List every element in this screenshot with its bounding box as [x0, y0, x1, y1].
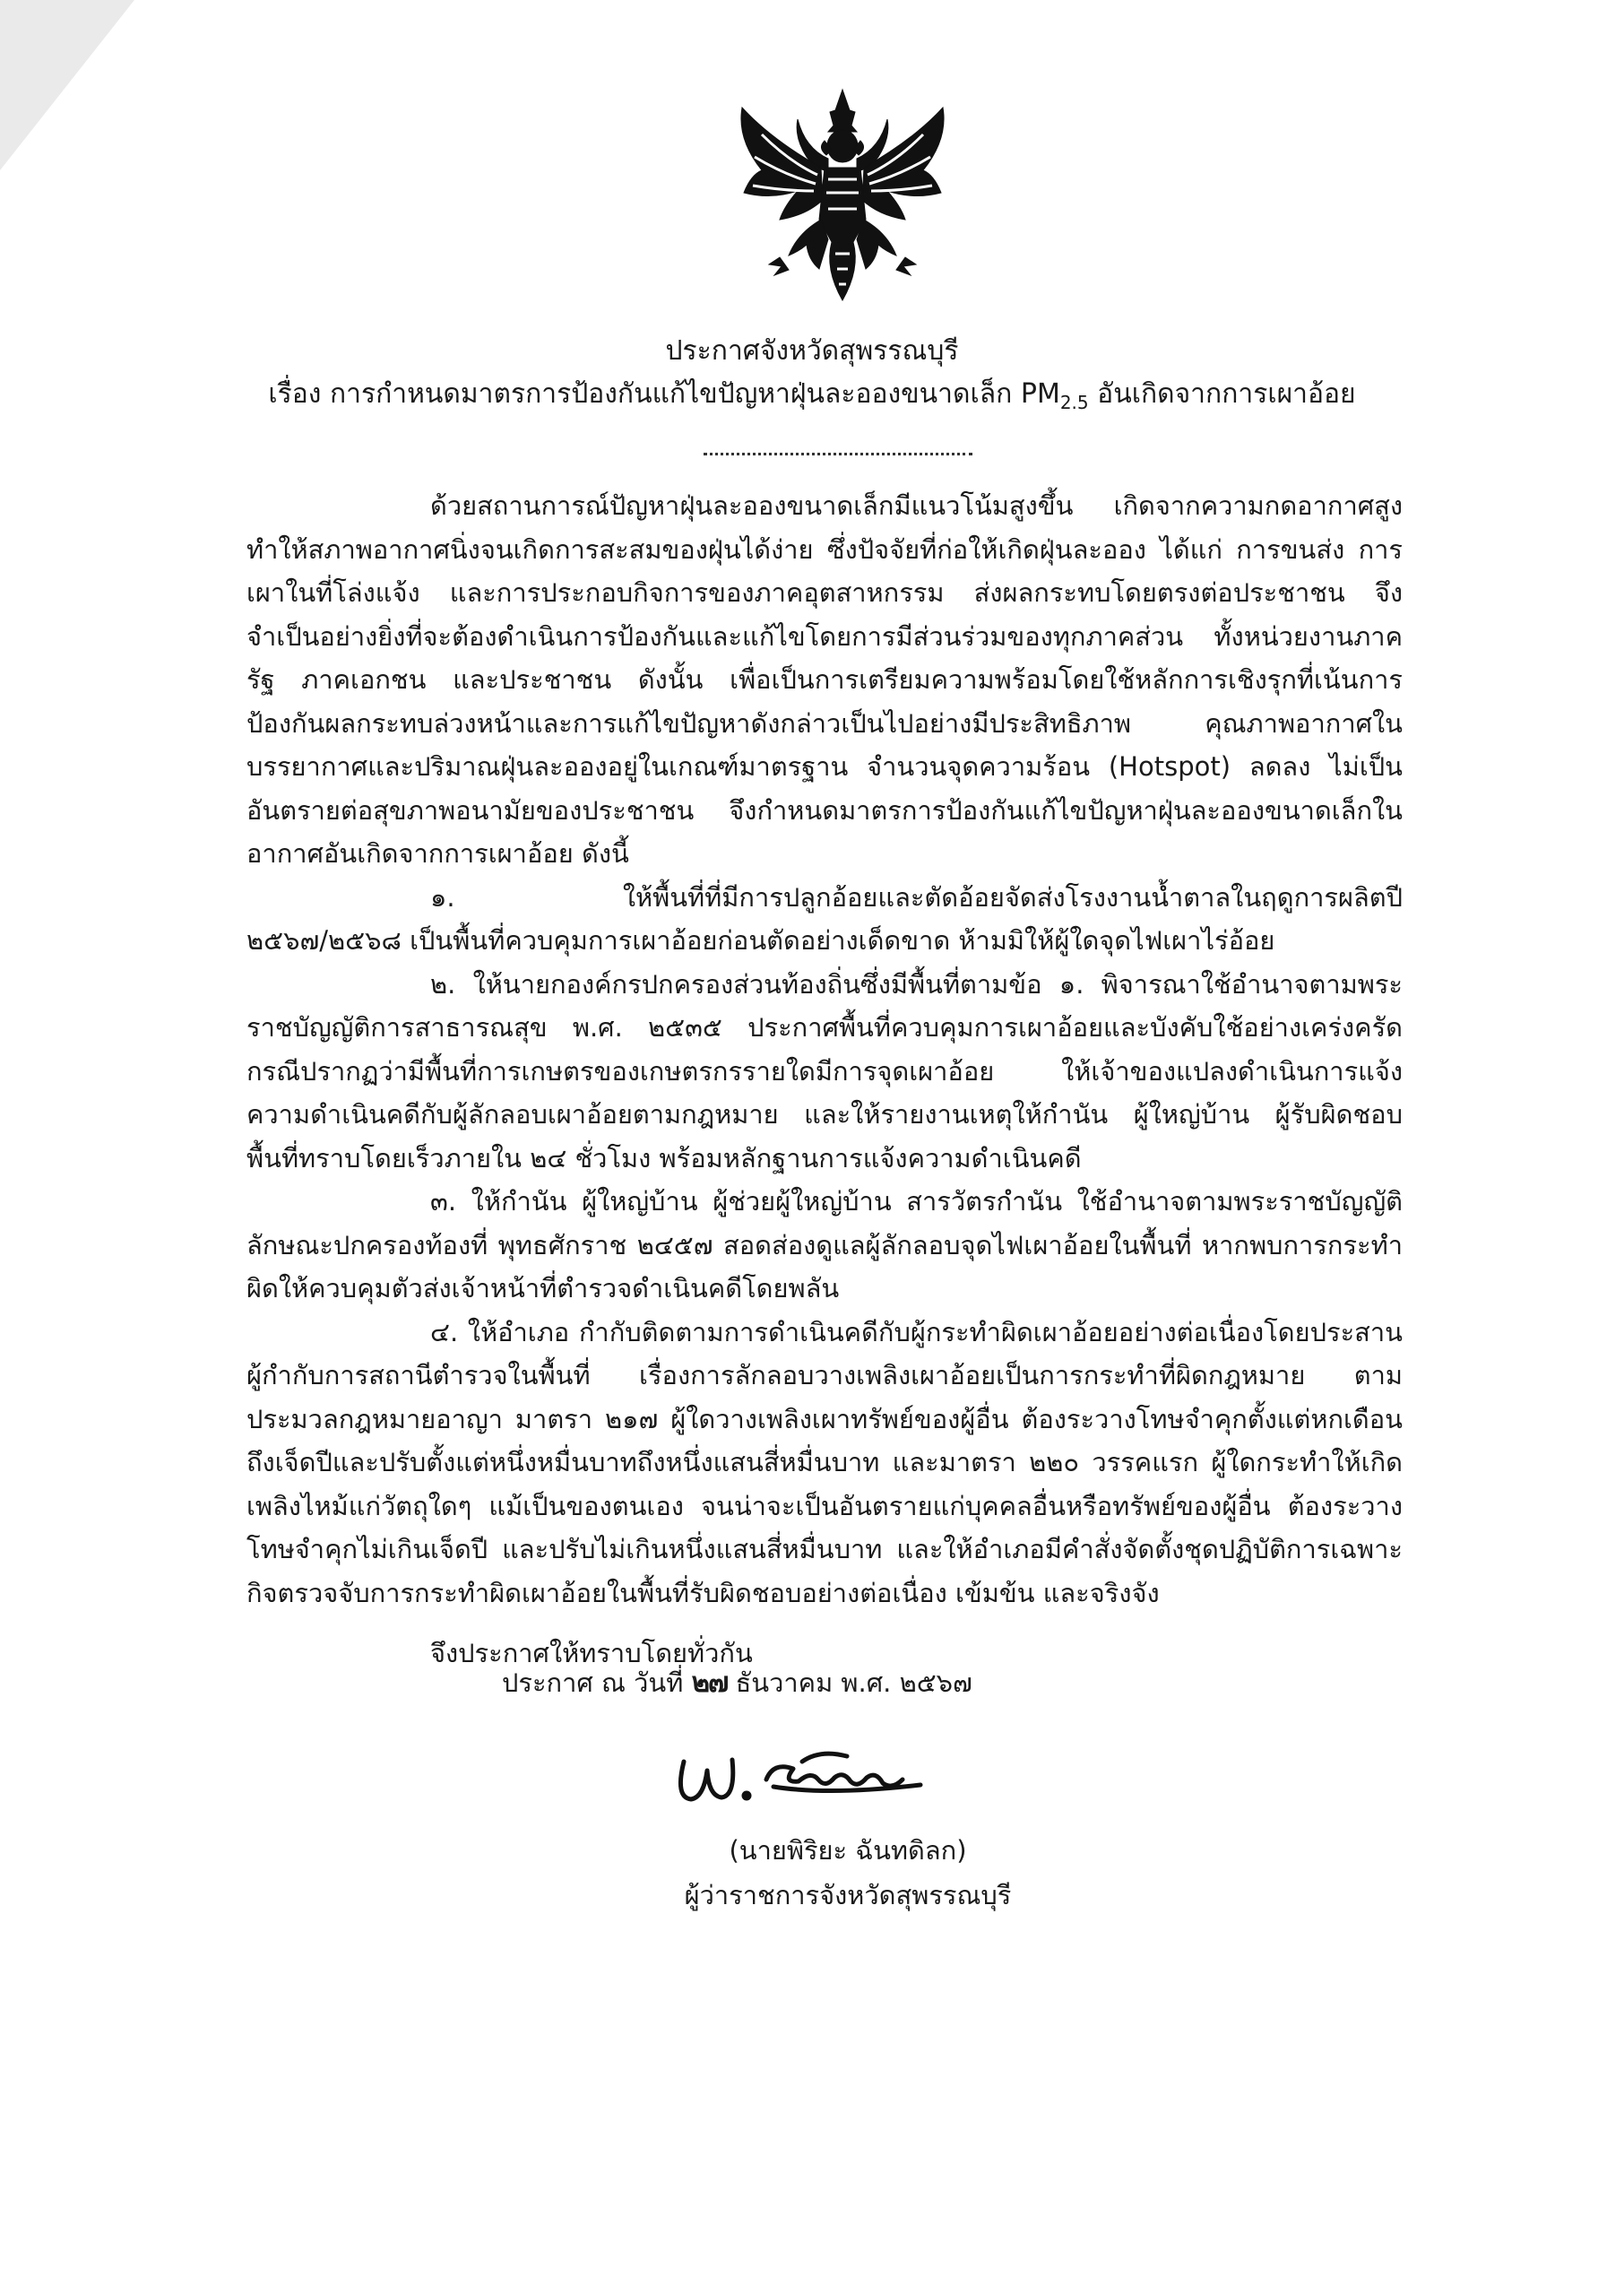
document-title: ประกาศจังหวัดสุพรรณบุรี	[665, 335, 959, 367]
subject-suffix: อันเกิดจากการเผาอ้อย	[1088, 378, 1356, 410]
intro-paragraph: ด้วยสถานการณ์ปัญหาฝุ่นละอองขนาดเล็กมีแนวโน้มสูงขึ้น เกิดจากความกดอากาศสูง ทำให้สภาพอากาศนิ่งจนเกิดการสะสมของฝุ่นได้ง่าย ซึ่งปัจจัยที่ก่อให้เกิดฝุ่นละออง ได้แก่ การขนส่ง การเผาในที่โล่งแจ้ง และการประกอบกิจการของภาคอุตสาหกรรม ส่งผลกระทบโดยตรงต่อประชาชน จึงจำเป็นอย่างยิ่งที่จะต้องดำเนินการป้องกันและแก้ไขโดยการมีส่วนร่วมของทุกภาคส่วน ทั้งหน่วยงานภาครัฐ ภาคเอกชน และประชาชน ดังนั้น เพื่อเป็นการเตรียมความพร้อมโดยใช้หลักการเชิงรุกที่เน้นการป้องกันผลกระทบล่วงหน้าและการแก้ไขปัญหาดังกล่าวเป็นไปอย่างมีประสิทธิภาพ คุณภาพอากาศในบรรยากาศและปริมาณฝุ่นละอองอยู่ในเกณฑ์มาตรฐาน จำนวนจุดความร้อน (Hotspot) ลดลง ไม่เป็นอันตรายต่อสุขภาพอนามัยของประชาชน จึงกำหนดมาตรการป้องกันแก้ไขปัญหาฝุ่นละอองขนาดเล็กในอากาศอันเกิดจากการเผาอ้อย ดังนี้	[246, 490, 1403, 869]
measure-item-4: ๔. ให้อำเภอ กำกับติดตามการดำเนินคดีกับผู้กระทำผิดเผาอ้อยอย่างต่อเนื่องโดยประสานผู้กำกับการสถานีตำรวจในพื้นที่ เรื่องการลักลอบวางเพลิงเผาอ้อยเป็นการกระทำที่ผิดกฎหมาย ตามประมวลกฎหมายอาญา มาตรา ๒๑๗ ผู้ใดวางเพลิงเผาทรัพย์ของผู้อื่น ต้องระวางโทษจำคุกตั้งแต่หกเดือนถึงเจ็ดปีและปรับตั้งแต่หนึ่งหมื่นบาทถึงหนึ่งแสนสี่หมื่นบาท และมาตรา ๒๒๐ วรรคแรก ผู้ใดกระทำให้เกิดเพลิงไหม้แก่วัตถุใดๆ แม้เป็นของตนเอง จนน่าจะเป็นอันตรายแก่บุคคลอื่นหรือทรัพย์ของผู้อื่น ต้องระวางโทษจำคุกไม่เกินเจ็ดปี และปรับไม่เกินหนึ่งแสนสี่หมื่นบาท และให้อำเภอมีคำสั่งจัดตั้งชุดปฏิบัติการเฉพาะกิจตรวจจับการกระทำผิดเผาอ้อยในพื้นที่รับผิดชอบอย่างต่อเนื่อง เข้มข้น และจริงจัง	[246, 1316, 1403, 1608]
date-prefix: ประกาศ ณ วันที่	[502, 1667, 684, 1698]
document-subject	[215, 375, 1409, 422]
date-day: ๒๗	[691, 1667, 728, 1699]
title-separator	[704, 453, 972, 455]
closing-statement: จึงประกาศให้ทราบโดยทั่วกัน	[430, 1638, 753, 1668]
document-body	[246, 484, 1403, 1615]
handwritten-signature	[668, 1744, 937, 1820]
announcement-date	[502, 1663, 972, 1702]
scan-shadow	[0, 0, 134, 170]
date-suffix: ธันวาคม พ.ศ. ๒๕๖๗	[735, 1667, 972, 1698]
garuda-emblem-icon	[735, 85, 950, 305]
subject-subscript: 2.5	[1059, 392, 1089, 413]
measure-item-3: ๓. ให้กำนัน ผู้ใหญ่บ้าน ผู้ช่วยผู้ใหญ่บ้าน สารวัตรกำนัน ใช้อำนาจตามพระราชบัญญัติลักษณะปกครองท้องที่ พุทธศักราช ๒๔๕๗ สอดส่องดูแลผู้ลักลอบจุดไฟเผาอ้อยในพื้นที่ หากพบการกระทำผิดให้ควบคุมตัวส่งเจ้าหน้าที่ตำรวจดำเนินคดีโดยพลัน	[246, 1186, 1403, 1303]
measure-item-1: ๑. ให้พื้นที่ที่มีการปลูกอ้อยและตัดอ้อยจัดส่งโรงงานน้ำตาลในฤดูการผลิตปี ๒๕๖๗/๒๕๖๘ เป็นพื้นที่ควบคุมการเผาอ้อยก่อนตัดอย่างเด็ดขาด ห้ามมิให้ผู้ใดจุดไฟเผาไร่อ้อย	[246, 881, 1403, 956]
signer-name: (นายพิริยะ ฉันทดิลก)	[729, 1835, 967, 1866]
subject-prefix: เรื่อง การกำหนดมาตรการป้องกันแก้ไขปัญหาฝุ่นละอองขนาดเล็ก PM	[268, 378, 1060, 410]
signer-position: ผู้ว่าราชการจังหวัดสุพรรณบุรี	[684, 1880, 1012, 1910]
measure-item-2: ๒. ให้นายกองค์กรปกครองส่วนท้องถิ่นซึ่งมีพื้นที่ตามข้อ ๑. พิจารณาใช้อำนาจตามพระราชบัญญัติการสาธารณสุข พ.ศ. ๒๕๓๕ ประกาศพื้นที่ควบคุมการเผาอ้อยและบังคับใช้อย่างเคร่งครัด กรณีปรากฏว่ามีพื้นที่การเกษตรของเกษตรกรรายใดมีการจุดเผาอ้อย ให้เจ้าของแปลงดำเนินการแจ้งความดำเนินคดีกับผู้ลักลอบเผาอ้อยตามกฎหมาย และให้รายงานเหตุให้กำนัน ผู้ใหญ่บ้าน ผู้รับผิดชอบพื้นที่ทราบโดยเร็วภายใน ๒๔ ชั่วโมง พร้อมหลักฐานการแจ้งความดำเนินคดี	[246, 968, 1403, 1173]
